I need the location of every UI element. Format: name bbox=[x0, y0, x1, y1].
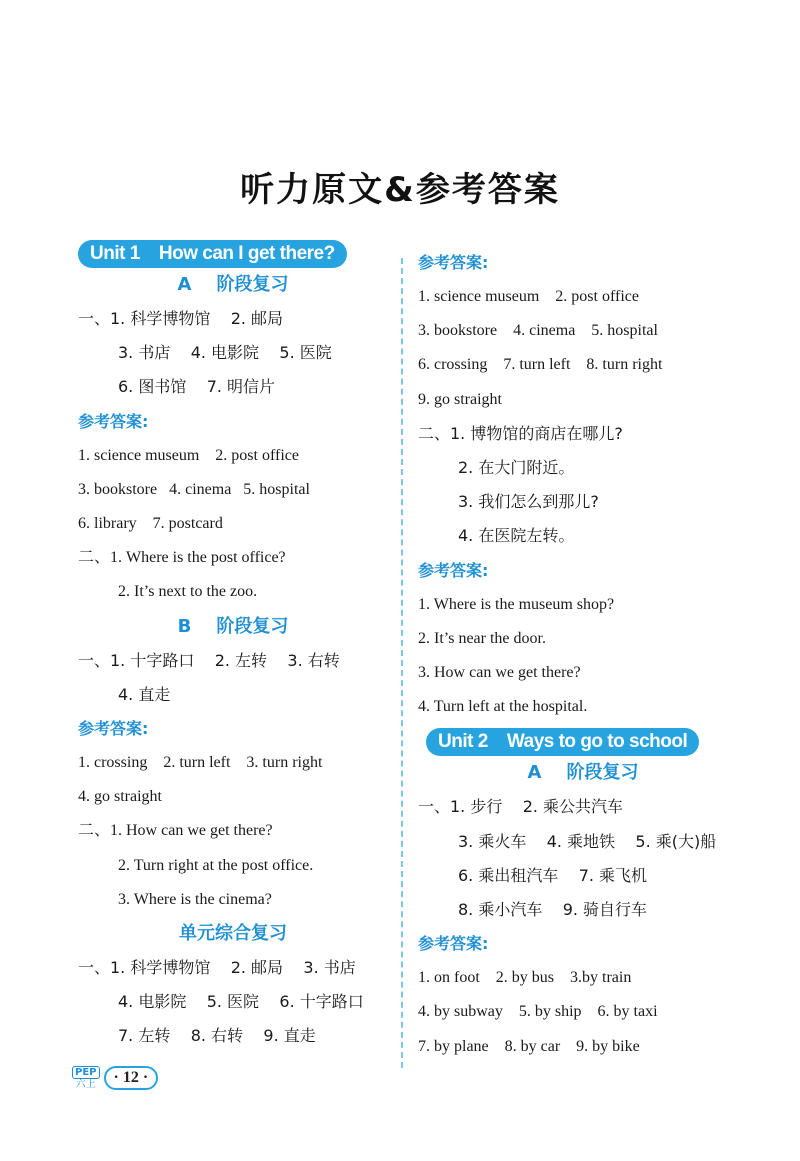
u1a-part2-2: 2. It’s next to the zoo. bbox=[118, 583, 258, 601]
u2a-line-3: 6. 乘出租汽车 7. 乘飞机 bbox=[458, 865, 648, 885]
u1c-line-1: 一、1. 科学博物馆 2. 邮局 3. 书店 bbox=[78, 958, 356, 978]
u1c-answer2-4: 4. Turn left at the hospital. bbox=[418, 698, 588, 716]
u1a-line-1: 一、1. 科学博物馆 2. 邮局 bbox=[78, 309, 284, 328]
u1b-part2-2: 2. Turn right at the post office. bbox=[118, 856, 314, 874]
u1c-answer-4: 9. go straight bbox=[418, 390, 502, 408]
u2a-line-1: 一、1. 步行 2. 乘公共汽车 bbox=[418, 797, 624, 817]
u1c-answer-1: 1. science museum 2. post office bbox=[418, 288, 639, 305]
right-column bbox=[418, 246, 748, 1064]
unit1-section-b-heading: B 阶段复习 bbox=[177, 615, 289, 637]
u1c-line-2: 4. 电影院 5. 医院 6. 十字路口 bbox=[118, 992, 364, 1012]
unit1-banner: Unit 1 How can I get there? bbox=[78, 240, 347, 268]
left-column bbox=[78, 240, 388, 1054]
u1a-answer-1: 1. science museum 2. post office bbox=[78, 446, 299, 464]
u1b-answer-label: 参考答案: bbox=[78, 719, 149, 739]
unit1-section-a-heading: A 阶段复习 bbox=[177, 274, 289, 295]
u1a-answer-label: 参考答案: bbox=[78, 411, 149, 431]
u1a-part2-1: 二、1. Where is the post office? bbox=[78, 549, 286, 567]
u2a-line-2: 3. 乘火车 4. 乘地铁 5. 乘(大)船 bbox=[458, 831, 717, 851]
u1b-part2-3: 3. Where is the cinema? bbox=[118, 890, 272, 908]
u1b-answer-1: 1. crossing 2. turn left 3. turn right bbox=[78, 754, 323, 772]
u2a-line-4: 8. 乘小汽车 9. 骑自行车 bbox=[458, 900, 648, 920]
unit2-banner: Unit 2 Ways to go to school bbox=[426, 728, 699, 756]
u1c-answer-3: 6. crossing 7. turn left 8. turn right bbox=[418, 356, 663, 374]
unit2-section-a-heading: A 阶段复习 bbox=[527, 762, 639, 784]
u1c-part2-2: 2. 在大门附近。 bbox=[458, 458, 575, 478]
u1b-answer-2: 4. go straight bbox=[78, 788, 162, 806]
page-title: 听力原文&参考答案 bbox=[240, 170, 560, 210]
edition-badge bbox=[72, 1066, 100, 1090]
u1c-part2-1: 二、1. 博物馆的商店在哪儿? bbox=[418, 423, 623, 443]
u1b-line-1: 一、1. 十字路口 2. 左转 3. 右转 bbox=[78, 650, 340, 670]
u1a-answer-2: 3. bookstore 4. cinema 5. hospital bbox=[78, 480, 310, 498]
u1c-answer-label-2: 参考答案: bbox=[418, 560, 489, 580]
u2a-answer-2: 4. by subway 5. by ship 6. by taxi bbox=[418, 1003, 658, 1021]
u2a-answer-1: 1. on foot 2. by bus 3.by train bbox=[418, 969, 632, 987]
u1c-part2-3: 3. 我们怎么到那儿? bbox=[458, 492, 599, 512]
u1b-line-2: 4. 直走 bbox=[118, 684, 171, 704]
u1c-part2-4: 4. 在医院左转。 bbox=[458, 526, 575, 546]
u1c-answer-label: 参考答案: bbox=[418, 253, 489, 272]
u1c-line-3: 7. 左转 8. 右转 9. 直走 bbox=[118, 1026, 316, 1046]
edition-pep: PEP bbox=[72, 1066, 100, 1079]
u2a-answer-3: 7. by plane 8. by car 9. by bike bbox=[418, 1037, 640, 1055]
u1c-answer-2: 3. bookstore 4. cinema 5. hospital bbox=[418, 322, 658, 340]
column-divider bbox=[401, 258, 403, 1068]
page-number: · 12 · bbox=[104, 1066, 159, 1090]
edition-grade: 六上 bbox=[75, 1079, 96, 1090]
u1b-part2-1: 二、1. How can we get there? bbox=[78, 822, 273, 840]
u1a-answer-3: 6. library 7. postcard bbox=[78, 515, 223, 533]
u1a-line-3: 6. 图书馆 7. 明信片 bbox=[118, 377, 276, 397]
unit1-review-heading: 单元综合复习 bbox=[179, 923, 287, 945]
u1a-line-2: 3. 书店 4. 电影院 5. 医院 bbox=[118, 343, 332, 363]
u1c-answer2-3: 3. How can we get there? bbox=[418, 664, 581, 682]
u1c-answer2-2: 2. It’s near the door. bbox=[418, 629, 546, 647]
u1c-answer2-1: 1. Where is the museum shop? bbox=[418, 595, 615, 613]
page-footer bbox=[72, 1066, 158, 1090]
u2a-answer-label: 参考答案: bbox=[418, 934, 489, 954]
